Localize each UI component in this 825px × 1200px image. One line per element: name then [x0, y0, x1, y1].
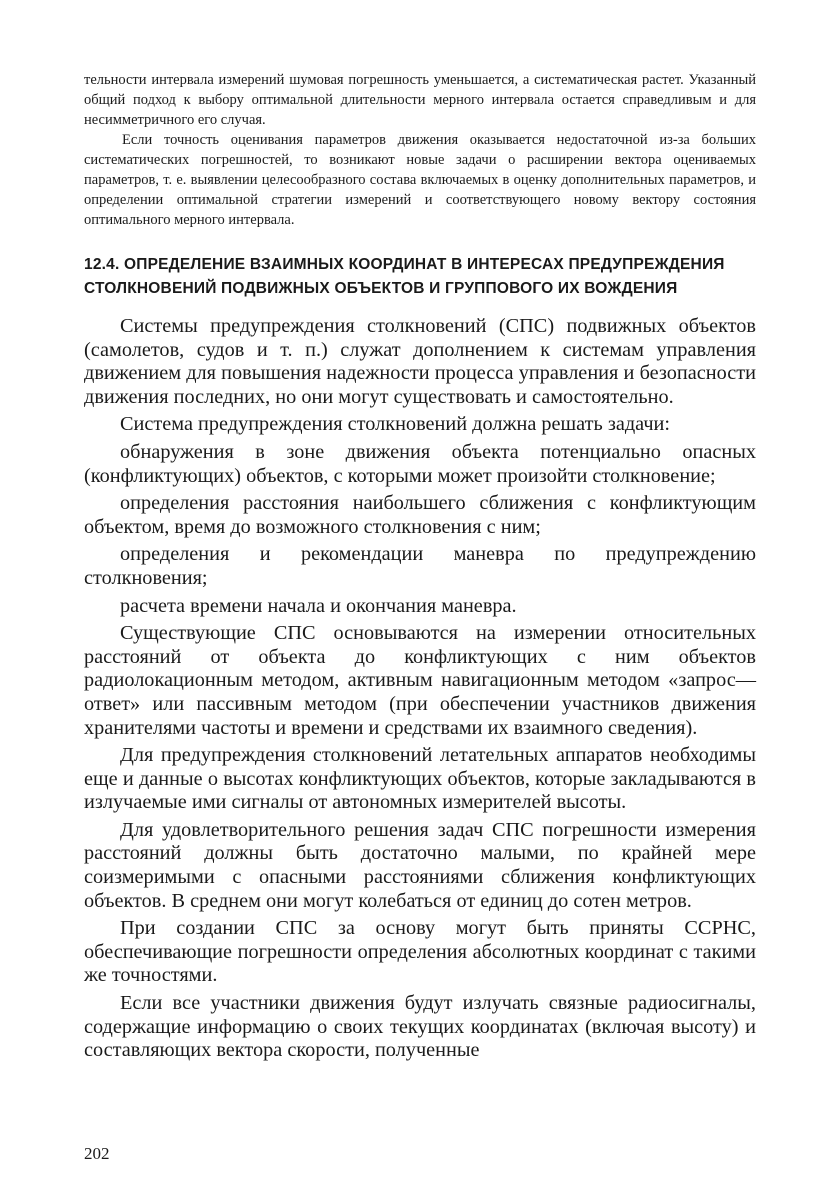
body-paragraph: определения расстояния наибольшего сближения с конфликтующим объектом, время до возможного столкновения с ним; — [84, 492, 756, 538]
body-paragraph: При создании СПС за основу могут быть приняты ССРНС, обеспечивающие погрешности определения абсолютных координат с такими же точностями. — [84, 917, 756, 987]
body-paragraph: обнаружения в зоне движения объекта потенциально опасных (конфликтующих) объектов, с которыми может произойти столкновение; — [84, 440, 756, 487]
body-paragraph: Системы предупреждения столкновений (СПС) подвижных объектов (самолетов, судов и т. п.) служат дополнением к системам управления движением для повышения надежности процесса управления и безопасности движения последних, но они могут существовать и самостоятельно. — [84, 315, 756, 408]
section-heading: 12.4. ОПРЕДЕЛЕНИЕ ВЗАИМНЫХ КООРДИНАТ В ИНТЕРЕСАХ ПРЕДУПРЕЖДЕНИЯ СТОЛКНОВЕНИЙ ПОДВИЖНЫХ ОБЪЕКТОВ И ГРУППОВОГО ИХ ВОЖДЕНИЯ — [84, 256, 725, 297]
page-content — [84, 70, 756, 1063]
top-paragraph-2: Если точность оценивания параметров движения оказывается недостаточной из-за больших систематических погрешностей, то возникают новые задачи о расширении вектора оцениваемых параметров, т. е. выявлении целесообразного состава включаемых в оценку дополнительных параметров, и определении оптимальной стратегии измерений и соответствующего новому вектору состояния оптимального мерного интервала. — [84, 132, 756, 228]
top-text-block — [84, 70, 756, 230]
body-paragraph: Существующие СПС основываются на измерении относительных расстояний от объекта до конфликтующих с ним объектов радиолокационным методом, активным навигационным методом «запрос—ответ» или пассивным методом (при обеспечении участников движения хранителями частоты и времени и средствами их взаимного сведения). — [84, 622, 756, 739]
body-paragraph: Для удовлетворительного решения задач СПС погрешности измерения расстояний должны быть достаточно малыми, по крайней мере соизмеримыми с опасными расстояниями сближения конфликтующих объектов. В среднем они могут колебаться от единиц до сотен метров. — [84, 818, 756, 912]
body-paragraph: Если все участники движения будут излучать связные радиосигналы, содержащие информацию о своих текущих координатах (включая высоту) и составляющих вектора скорости, полученные — [84, 992, 756, 1062]
body-text-block — [84, 315, 756, 1063]
page-number: 202 — [84, 1144, 110, 1163]
body-paragraph: определения и рекомендации маневра по предупреждению столкновения; — [84, 543, 756, 589]
body-paragraph: Система предупреждения столкновений должна решать задачи: — [120, 413, 671, 436]
body-paragraph: расчета времени начала и окончания маневра. — [120, 594, 517, 617]
body-paragraph: Для предупреждения столкновений летательных аппаратов необходимы еще и данные о высотах конфликтующих объектов, которые закладываются в излучаемые ими сигналы от автономных измерителей высоты. — [84, 744, 756, 814]
top-paragraph-1: тельности интервала измерений шумовая погрешность уменьшается, а систематическая растет. Указанный общий подход к выбору оптимальной длительности мерного интервала остается справедливым и для несимметричного его случая. — [84, 72, 756, 128]
